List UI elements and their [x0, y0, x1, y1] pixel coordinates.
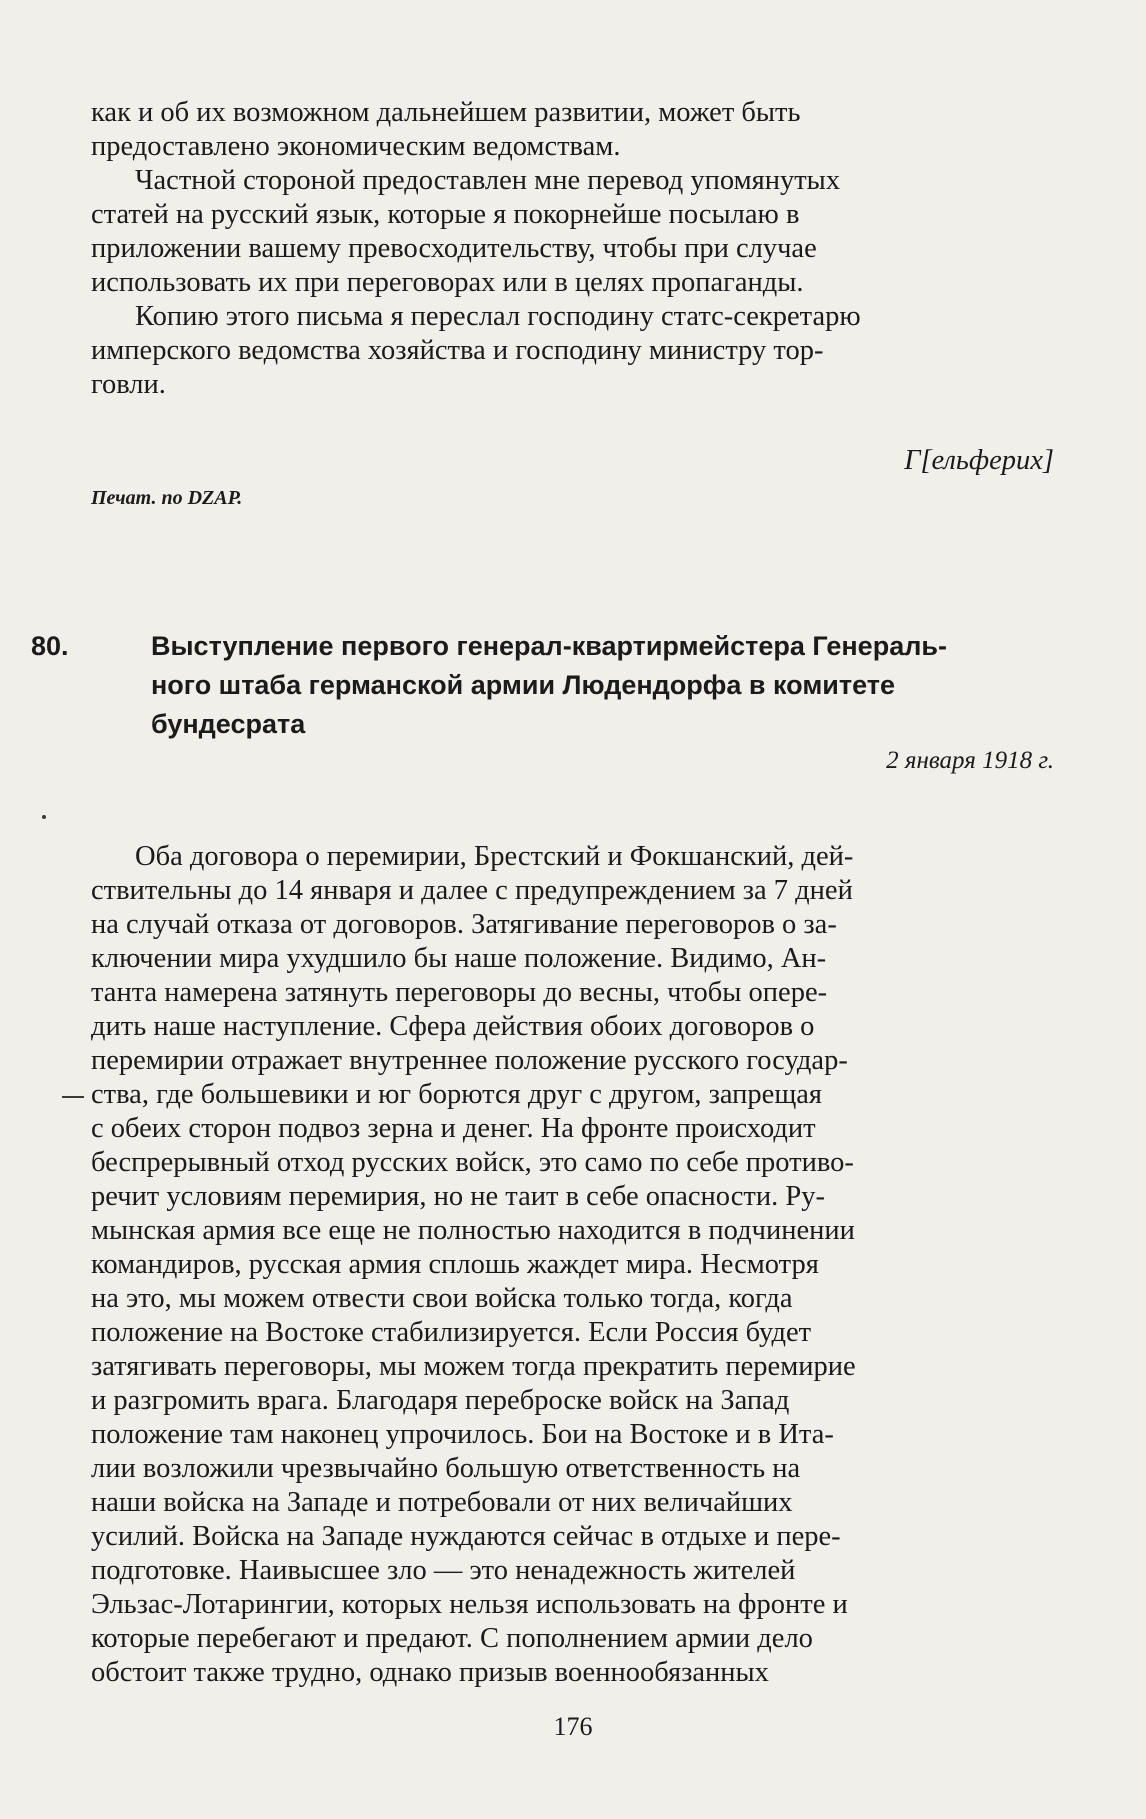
- heading-text: бундесрата: [151, 709, 306, 739]
- text-line: использовать их при переговорах или в целях пропаганды.: [91, 267, 804, 298]
- text-line: предоставлено экономическим ведомствам.: [91, 131, 621, 162]
- text-line: речит условиям перемирия, но не таит в себе опасности. Ру-: [91, 1181, 825, 1212]
- text-line: говли.: [91, 369, 166, 400]
- text-line: обстоит также трудно, однако призыв военнообязанных: [91, 1657, 769, 1688]
- heading-text: ного штаба германской армии Людендорфа в комитете: [151, 670, 896, 700]
- text-line: статей на русский язык, которые я покорнейше посылаю в: [91, 199, 800, 230]
- text-line: дить наше наступление. Сфера действия обоих договоров о: [91, 1011, 815, 1042]
- text-line: на это, мы можем отвести свои войска только тогда, когда: [91, 1283, 793, 1314]
- text-line: командиров, русская армия сплошь жаждет мира. Несмотря: [91, 1249, 819, 1280]
- body-paragraph: [91, 840, 1054, 1690]
- page-number: 176: [553, 1712, 593, 1741]
- text-line: затягивать переговоры, мы можем тогда прекратить перемирие: [91, 1351, 856, 1382]
- heading-line-3: [91, 705, 1054, 744]
- text-line: положение там наконец упрочилось. Бои на Востоке и в Ита-: [91, 1419, 834, 1450]
- text-line: ствительны до 14 января и далее с предупреждением за 7 дней: [91, 875, 853, 906]
- paragraph-translation: [91, 164, 1054, 300]
- text-line: подготовке. Наивысшее зло — это ненадежность жителей: [91, 1555, 796, 1586]
- text-line: лии возложили чрезвычайно большую ответственность на: [91, 1453, 801, 1484]
- ink-dot: [42, 815, 46, 819]
- text-line: ключении мира ухудшило бы наше положение. Видимо, Ан-: [91, 943, 827, 974]
- text-line: которые перебегают и предают. С пополнением армии дело: [91, 1623, 813, 1654]
- text-line: Эльзас-Лотарингии, которых нельзя использовать на фронте и: [91, 1589, 848, 1620]
- text-line: на случай отказа от договоров. Затягивание переговоров о за-: [91, 909, 837, 940]
- heading-line-1: [31, 627, 1054, 666]
- text-line: ства, где большевики и юг борются друг с другом, запрещая: [91, 1079, 823, 1110]
- text-line: Оба договора о перемирии, Брестский и Фокшанский, дей-: [135, 841, 854, 872]
- document-heading: [31, 627, 1054, 744]
- text-line: с обеих сторон подвоз зерна и денег. На фронте происходит: [91, 1113, 816, 1144]
- document-date: 2 января 1918 г.: [886, 747, 1054, 774]
- text-line: приложении вашему превосходительству, чтобы при случае: [91, 233, 817, 264]
- top-text-block: [91, 96, 1054, 402]
- text-line: мынская армия все еще не полностью находится в подчинении: [91, 1215, 855, 1246]
- paragraph-continuation: [91, 96, 1054, 164]
- text-line: танта намерена затянуть переговоры до весны, чтобы опере-: [91, 977, 828, 1008]
- text-line: имперского ведомства хозяйства и господину министру тор-: [91, 335, 824, 366]
- text-line: положение на Востоке стабилизируется. Если Россия будет: [91, 1317, 812, 1348]
- heading-text: Выступление первого генерал-квартирмейстера Генераль-: [151, 631, 947, 661]
- paragraph-copy: [91, 300, 1054, 402]
- text-line: Частной стороной предоставлен мне перевод упомянутых: [135, 165, 841, 196]
- text-line: и разгромить врага. Благодаря переброске войск на Запад: [91, 1385, 790, 1416]
- text-line: беспрерывный отход русских войск, это само по себе противо-: [91, 1147, 854, 1178]
- text-line: как и об их возможном дальнейшем развитии, может быть: [91, 97, 801, 128]
- body-text-block: [91, 840, 1054, 1690]
- heading-number: 80.: [31, 631, 69, 661]
- heading-line-2: [91, 666, 1054, 705]
- text-line: усилий. Войска на Западе нуждаются сейчас в отдыхе и пере-: [91, 1521, 841, 1552]
- text-line: наши войска на Западе и потребовали от них величайших: [91, 1487, 793, 1518]
- text-line: Копию этого письма я переслал господину статс-секретарю: [135, 301, 861, 332]
- text-line: перемирии отражает внутреннее положение русского государ-: [91, 1045, 848, 1076]
- margin-dash: [62, 1096, 84, 1098]
- signature: Г[ельферих]: [904, 445, 1054, 476]
- source-note: Печат. по DZAP.: [91, 487, 243, 509]
